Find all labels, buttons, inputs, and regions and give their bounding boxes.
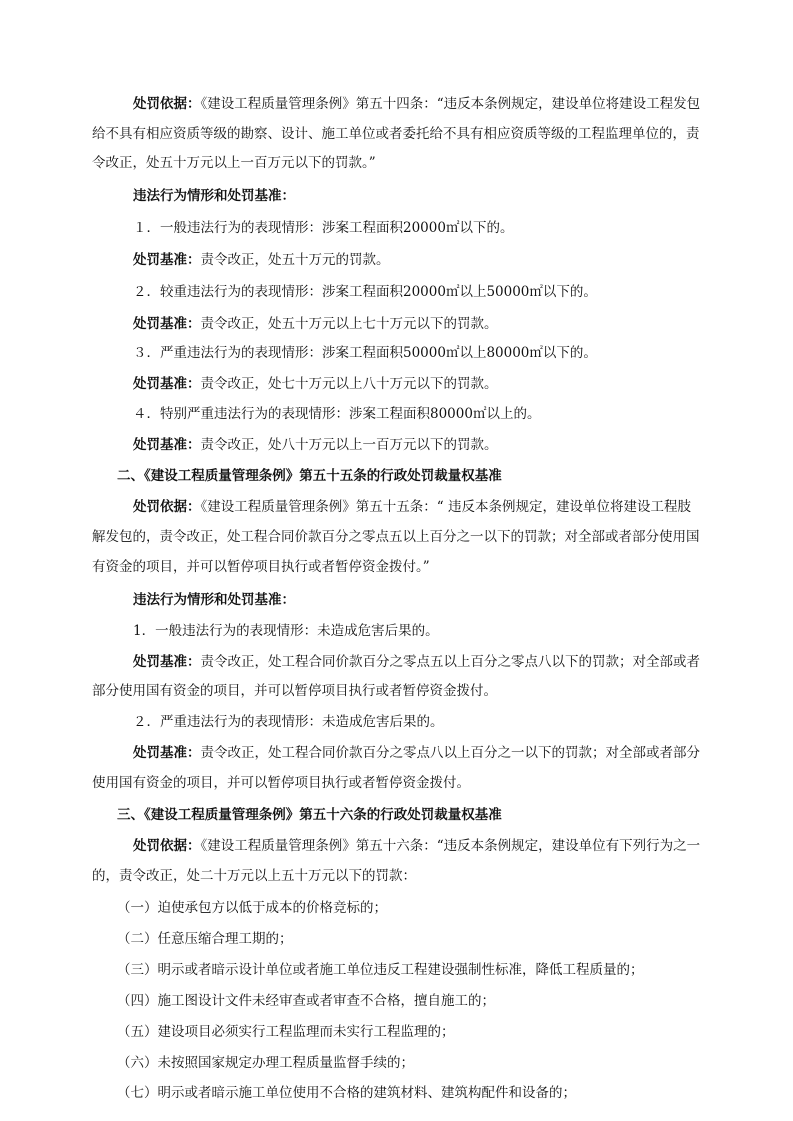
standard-text: 责令改正，处七十万元以上八十万元以下的罚款。 [200, 376, 498, 392]
situation-item: ４．特别严重违法行为的表现情形：涉案工程面积80000㎡以上的。 [133, 406, 541, 422]
standard-label: 处罚基准： [133, 745, 201, 761]
basis-text: 《建设工程质量管理条例》第五十四条：“违反本条例规定，建设单位将建设工程发包 [200, 96, 701, 112]
basis-paragraph-2 [133, 497, 793, 517]
basis-paragraph-3 [133, 836, 793, 856]
section-subheading: 违法行为情形和处罚基准： [133, 188, 295, 204]
standard-label: 处罚基准： [133, 437, 201, 453]
situation-item: １．一般违法行为的表现情形：涉案工程面积20000㎡以下的。 [133, 220, 514, 236]
text-line: 部分使用国有资金的项目，并可以暂停项目执行或者暂停资金拨付。 [92, 683, 497, 699]
standard-line [133, 435, 793, 455]
situation-item: 1．一般违法行为的表现情形：未造成危害后果的。 [133, 623, 439, 639]
standard-label: 处罚基准： [133, 376, 201, 392]
standard-line [133, 374, 793, 394]
basis-label: 处罚依据： [133, 96, 201, 112]
text-line: 解发包的，责令改正，处工程合同价款百分之零点五以上百分之一以下的罚款；对全部或者部分使用国 [92, 529, 700, 545]
basis-label: 处罚依据： [133, 499, 201, 515]
standard-label: 处罚基准： [133, 252, 201, 268]
basis-paragraph-1 [133, 94, 793, 114]
standard-text: 责令改正，处工程合同价款百分之零点五以上百分之零点八以下的罚款；对全部或者 [200, 654, 700, 670]
text-line: 给不具有相应资质等级的勘察、设计、施工单位或者委托给不具有相应资质等级的工程监理单位的，责 [92, 126, 700, 142]
text-line: 有资金的项目，并可以暂停项目执行或者暂停资金拨付。” [92, 559, 430, 575]
basis-text: 《建设工程质量管理条例》第五十五条：“ 违反本条例规定，建设单位将建设工程肢 [200, 499, 691, 515]
standard-text: 责令改正，处八十万元以上一百万元以下的罚款。 [200, 437, 498, 453]
basis-text: 《建设工程质量管理条例》第五十六条：“违反本条例规定，建设单位有下列行为之一 [200, 838, 701, 854]
text-line: 的，责令改正，处二十万元以上五十万元以下的罚款： [92, 868, 416, 884]
standard-label: 处罚基准： [133, 316, 201, 332]
list-item: （七）明示或者暗示施工单位使用不合格的建筑材料、建筑构配件和设备的； [117, 1085, 576, 1101]
text-line: 令改正，处五十万元以上一百万元以下的罚款。” [92, 155, 376, 171]
list-item: （三）明示或者暗示设计单位或者施工单位违反工程建设强制性标准，降低工程质量的； [117, 962, 644, 978]
situation-item: ３．严重违法行为的表现情形：涉案工程面积50000㎡以上80000㎡以下的。 [133, 345, 597, 361]
section-heading-3: 三、《建设工程质量管理条例》第五十六条的行政处罚裁量权基准 [117, 807, 502, 823]
standard-text: 责令改正，处五十万元以上七十万元以下的罚款。 [200, 316, 498, 332]
list-item: （二）任意压缩合理工期的； [117, 931, 293, 947]
standard-label: 处罚基准： [133, 654, 201, 670]
section-heading-2: 二、《建设工程质量管理条例》第五十五条的行政处罚裁量权基准 [117, 468, 502, 484]
standard-line [133, 314, 793, 334]
standard-text: 责令改正，处五十万元的罚款。 [200, 252, 390, 268]
list-item: （四）施工图设计文件未经审查或者审查不合格，擅自施工的； [117, 993, 495, 1009]
list-item: （五）建设项目必须实行工程监理而未实行工程监理的； [117, 1024, 455, 1040]
standard-line [133, 743, 793, 763]
list-item: （一）迫使承包方以低于成本的价格竞标的； [117, 900, 387, 916]
situation-item: ２．较重违法行为的表现情形：涉案工程面积20000㎡以上50000㎡以下的。 [133, 284, 597, 300]
section-subheading: 违法行为情形和处罚基准： [133, 592, 295, 608]
basis-label: 处罚依据： [133, 838, 201, 854]
standard-line [133, 652, 793, 672]
standard-text: 责令改正，处工程合同价款百分之零点八以上百分之一以下的罚款；对全部或者部分 [200, 745, 700, 761]
text-line: 使用国有资金的项目，并可以暂停项目执行或者暂停资金拨付。 [92, 775, 470, 791]
list-item: （六）未按照国家规定办理工程质量监督手续的； [117, 1055, 414, 1071]
standard-line [133, 250, 793, 270]
situation-item: ２．严重违法行为的表现情形：未造成危害后果的。 [133, 714, 444, 730]
